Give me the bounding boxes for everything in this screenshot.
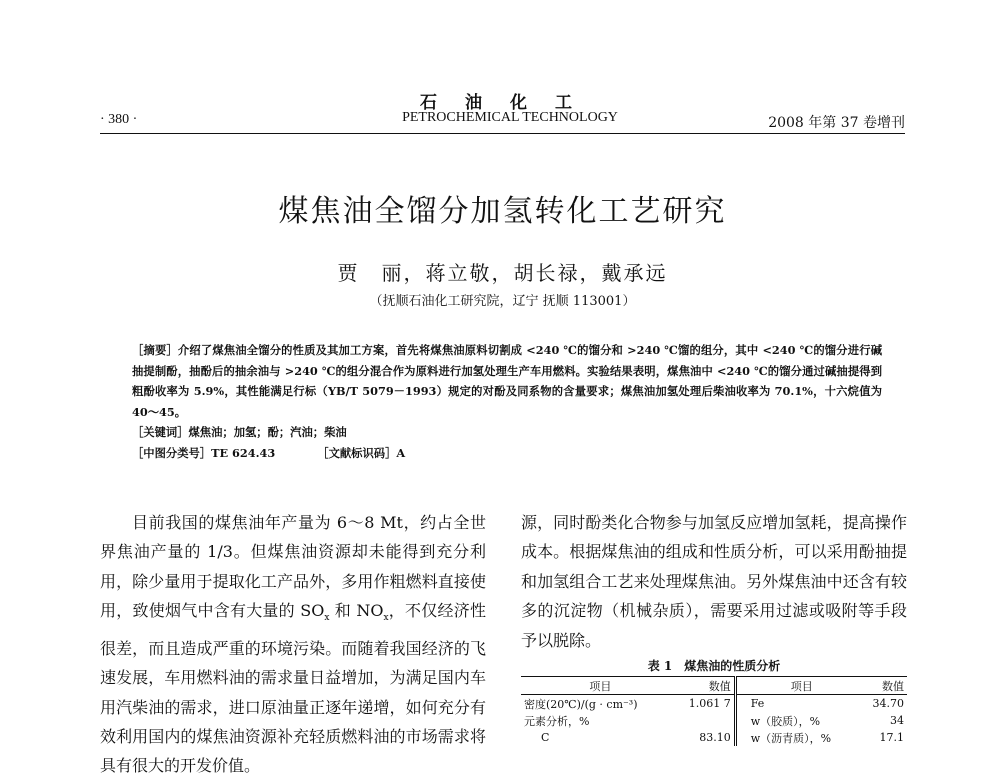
keywords-label: ［关键词］ [132,425,189,439]
abstract-label: ［摘要］ [132,343,178,357]
table-row [521,729,907,746]
table-title: 表 1 煤焦油的性质分析 [647,659,781,673]
body-column-left [100,508,486,781]
classification-line [132,443,882,464]
doc-label: ［文献标识码］ [317,445,397,460]
body-column-right [521,508,907,655]
journal-name-en: PETROCHEMICAL TECHNOLOGY [402,110,618,125]
body-paragraph-left [100,508,486,781]
table-header-cell: 项目 [521,677,680,695]
body-text-left-1: 目前我国的煤焦油年产量为 6～8 Mt，约占全世界焦油产量的 1/3。但煤焦油资源却未能得到充分利用，除少量用于提取化工产品外，多用作粗燃料直接使用，致使烟气中含有大量的 SO [100,513,486,621]
keywords-line [132,422,882,443]
table-cell: w（沥青质），% [735,729,856,746]
abstract-block [132,340,882,463]
properties-table [521,676,907,746]
table-header-cell: 数值 [856,677,907,695]
table-cell: 1.061 7 [688,697,731,710]
abstract-paragraph [132,340,882,422]
abstract-text: 介绍了煤焦油全馏分的性质及其加工方案，首先将煤焦油原料切割成 <240 ℃的馏分和 >240 ℃馏的组分，其中 <240 ℃的馏分进行碱抽提制酚，抽酚后的抽余油与 >240 ℃的组分混合作为原料进行加氢处理生产车用燃料。实验结果表明，煤焦油中 <240 ℃的馏分通过碱抽提得到粗酚收率为 5.9%，其性能满足行标（YB/T 5079－1993）规定的对酚及同系物的含量要求；煤焦油加氢处理后柴油收率为 70.1%，十六烷值为 40～45。 [132,343,882,419]
class-code: TE 624.43 [211,445,276,460]
body-text-left-mid: 和 NO [329,601,384,621]
journal-name-cn: 石油化工 [420,93,600,113]
table-cell: w（胶质），% [735,712,856,729]
body-text-left-2: ，不仅经济性很差，而且造成严重的环境污染。而随着我国经济的飞速发展，车用燃料油的需求量日益增加，为满足国内车用汽柴油的需求，进口原油量正逐年递增，如何充分有效利用国内的煤焦油资源补充轻质燃料油的市场需求将具有很大的开发价值。 [100,601,486,776]
subscript-x: x [383,613,389,624]
keywords-text: 煤焦油；加氢；酚；汽油；柴油 [188,425,347,439]
table-header-row [521,677,907,695]
class-label: ［中图分类号］ [132,445,212,460]
body-paragraph-right: 源，同时酚类化合物参与加氢反应增加氢耗，提高操作成本。根据煤焦油的组成和性质分析，可以采用酚抽提和加氢组合工艺来处理煤焦油。另外煤焦油中还含有较多的沉淀物（机械杂质），需要采用过滤或吸附等手段予以脱除。 [521,513,907,650]
table-header-cell: 项目 [735,677,856,695]
table-cell: 34.70 [872,697,904,710]
table-cell: Fe [735,695,856,713]
article-title: 煤焦油全馏分加氢转化工艺研究 [278,194,727,229]
issue-info: 2008 年第 37 卷增刊 [768,115,905,131]
header-rule [100,133,905,134]
table-row [521,695,907,713]
table-cell: 17.1 [879,731,904,744]
table-cell: 83.10 [699,731,731,744]
page-number: · 380 · [100,112,138,127]
subscript-x: x [324,613,330,624]
article-authors: 贾 丽，蒋立敬，胡长禄，戴承远 [337,261,668,285]
table-cell: C [541,731,550,744]
table-cell: 34 [890,714,904,727]
table-cell [680,712,735,729]
article-affiliation: （抚顺石油化工研究院，辽宁 抚顺 113001） [369,294,636,309]
table-cell: 密度(20℃)/(g · cm⁻³) [524,697,638,711]
table-header-cell: 数值 [680,677,735,695]
doc-code: A [396,445,406,460]
table-cell: 元素分析，% [524,714,590,728]
table-row [521,712,907,729]
